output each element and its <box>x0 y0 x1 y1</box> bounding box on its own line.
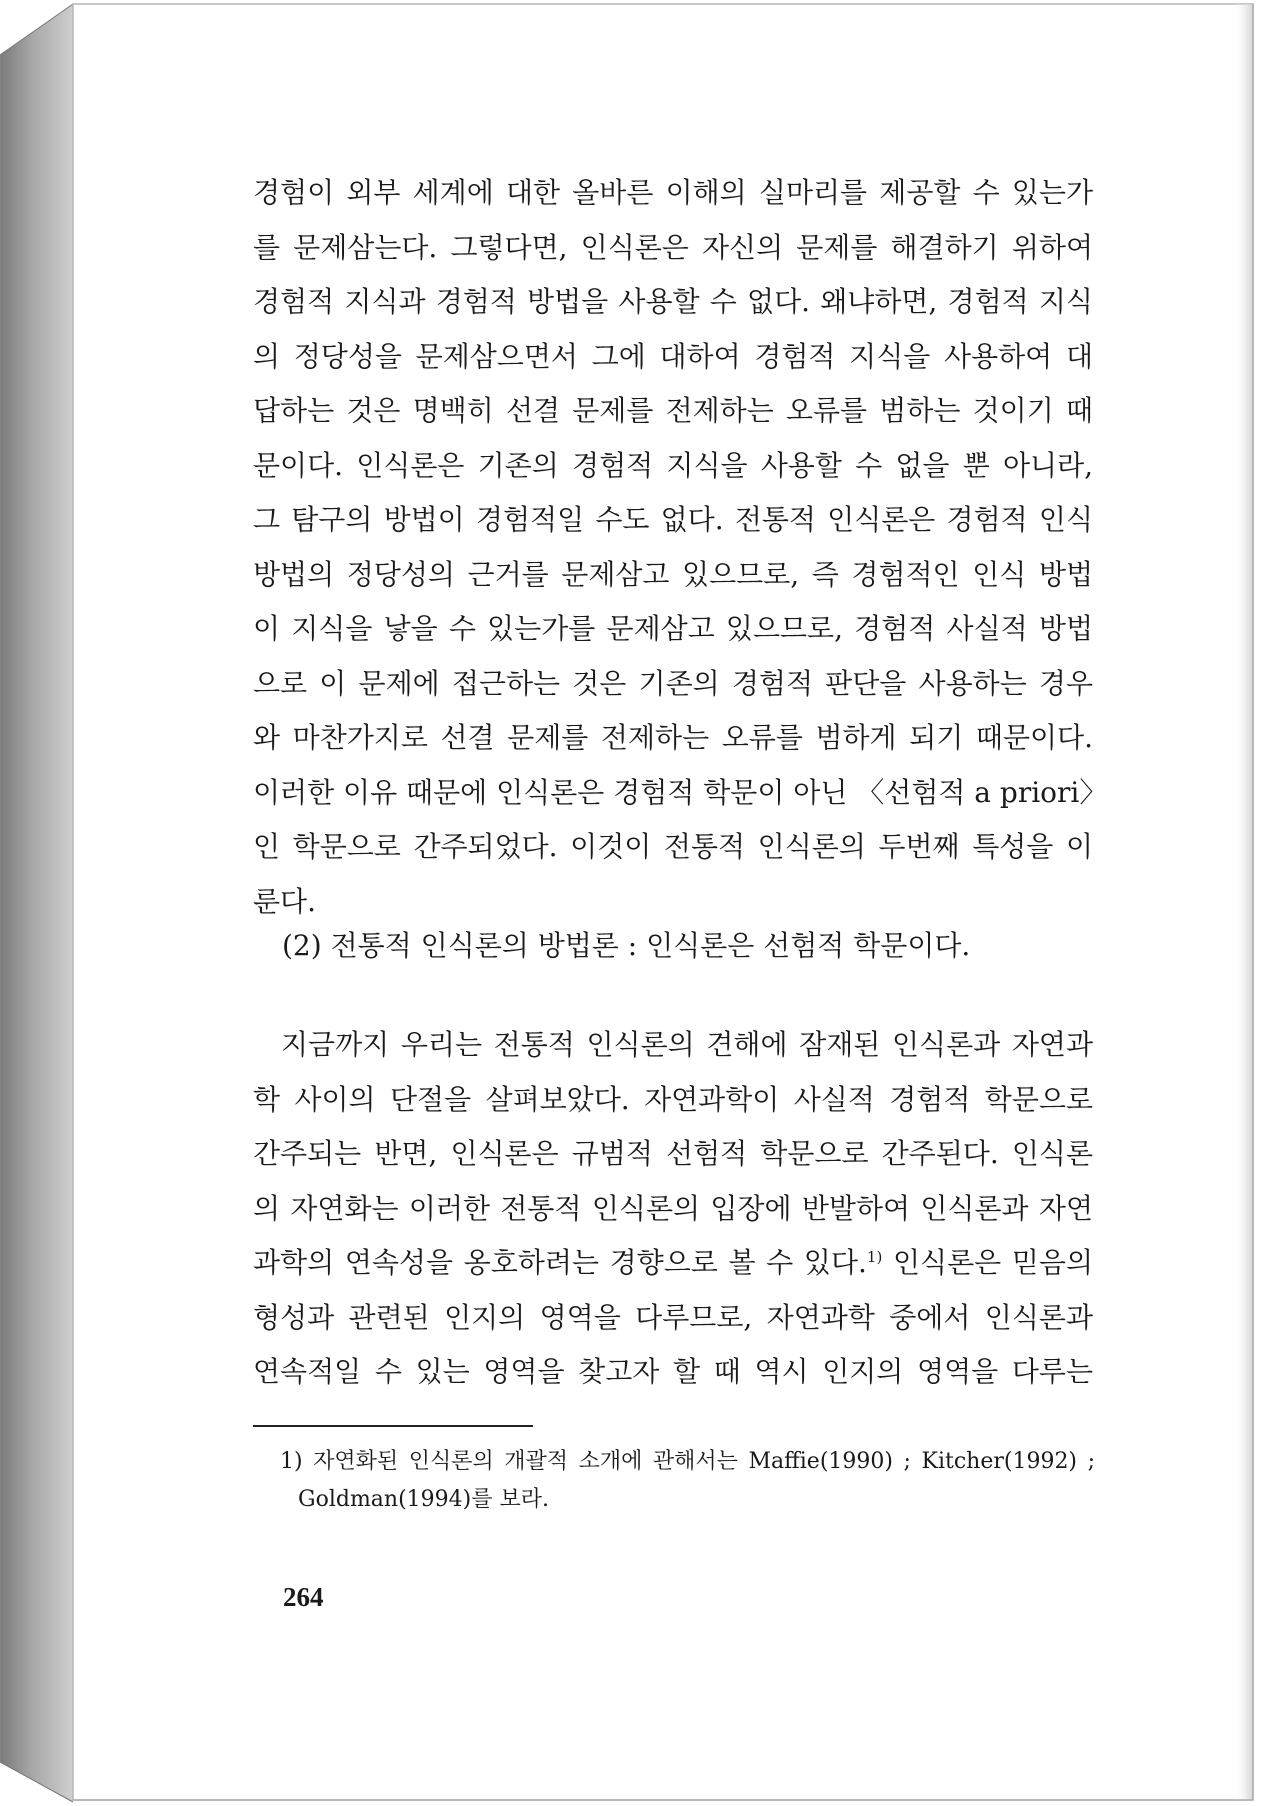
footnote-line: Goldman(1994)를 보라. <box>298 1487 549 1512</box>
text-segment: 인식론은 믿음의 <box>882 1246 1093 1279</box>
text-line: 연속적일 수 있는 영역을 찾고자 할 때 역시 인지의 영역을 다루는 <box>253 1355 1093 1388</box>
text-line: 의 정당성을 문제삼으면서 그에 대하여 경험적 지식을 사용하여 대 <box>253 339 1093 373</box>
text-line: 와 마찬가지로 선결 문제를 전제하는 오류를 범하게 되기 때문이다. <box>253 721 1093 754</box>
paragraph-1 <box>253 166 1108 929</box>
text-line: 지금까지 우리는 전통적 인식론의 견해에 잠재된 인식론과 자연과 <box>281 1028 1093 1061</box>
paragraph-2 <box>253 1018 1093 1400</box>
footnote-divider <box>253 1425 533 1427</box>
text-line: 형성과 관련된 인지의 영역을 다루므로, 자연과학 중에서 인식론과 <box>253 1300 1093 1334</box>
footnote <box>280 1443 1095 1519</box>
text-line: 의 자연화는 이러한 전통적 인식론의 입장에 반발하여 인식론과 자연 <box>253 1191 1093 1225</box>
text-line-with-footnote <box>253 1236 1093 1291</box>
footnote-line: 1) 자연화된 인식론의 개괄적 소개에 관해서는 Maffie(1990) ; Kitcher(1992) ; <box>280 1449 1095 1474</box>
text-line: 방법의 정당성의 근거를 문제삼고 있으므로, 즉 경험적인 인식 방법 <box>253 557 1093 591</box>
text-line: 룬다. <box>253 884 316 918</box>
text-line: 그 탐구의 방법이 경험적일 수도 없다. 전통적 인식론은 경험적 인식 <box>253 503 1093 536</box>
text-line: 인 학문으로 간주되었다. 이것이 전통적 인식론의 두번째 특성을 이 <box>253 830 1093 863</box>
text-segment: 과학의 연속성을 옹호하려는 경향으로 볼 수 있다. <box>253 1246 867 1279</box>
text-line: 이러한 이유 때문에 인식론은 경험적 학문이 아닌 〈선험적 a priori〉 <box>253 775 1108 809</box>
text-line: 문이다. 인식론은 기존의 경험적 지식을 사용할 수 없을 뿐 아니라, <box>253 448 1093 482</box>
section-heading: (2) 전통적 인식론의 방법론 : 인식론은 선험적 학문이다. <box>282 929 971 962</box>
text-line: 답하는 것은 명백히 선결 문제를 전제하는 오류를 범하는 것이기 때 <box>253 394 1093 427</box>
text-line: 경험적 지식과 경험적 방법을 사용할 수 없다. 왜냐하면, 경험적 지식 <box>253 285 1093 318</box>
text-line: 경험이 외부 세계에 대한 올바른 이해의 실마리를 제공할 수 있는가 <box>253 176 1093 209</box>
text-line: 으로 이 문제에 접근하는 것은 기존의 경험적 판단을 사용하는 경우 <box>253 666 1093 700</box>
text-line: 간주되는 반면, 인식론은 규범적 선험적 학문으로 간주된다. 인식론 <box>253 1137 1093 1170</box>
text-line: 를 문제삼는다. 그렇다면, 인식론은 자신의 문제를 해결하기 위하여 <box>253 230 1093 264</box>
text-line: 학 사이의 단절을 살펴보았다. 자연과학이 사실적 경험적 학문으로 <box>253 1082 1093 1116</box>
footnote-marker[interactable]: 1) <box>866 1248 883 1266</box>
page-number: 264 <box>283 1582 324 1612</box>
text-line: 이 지식을 낳을 수 있는가를 문제삼고 있으므로, 경험적 사실적 방법 <box>253 612 1093 645</box>
